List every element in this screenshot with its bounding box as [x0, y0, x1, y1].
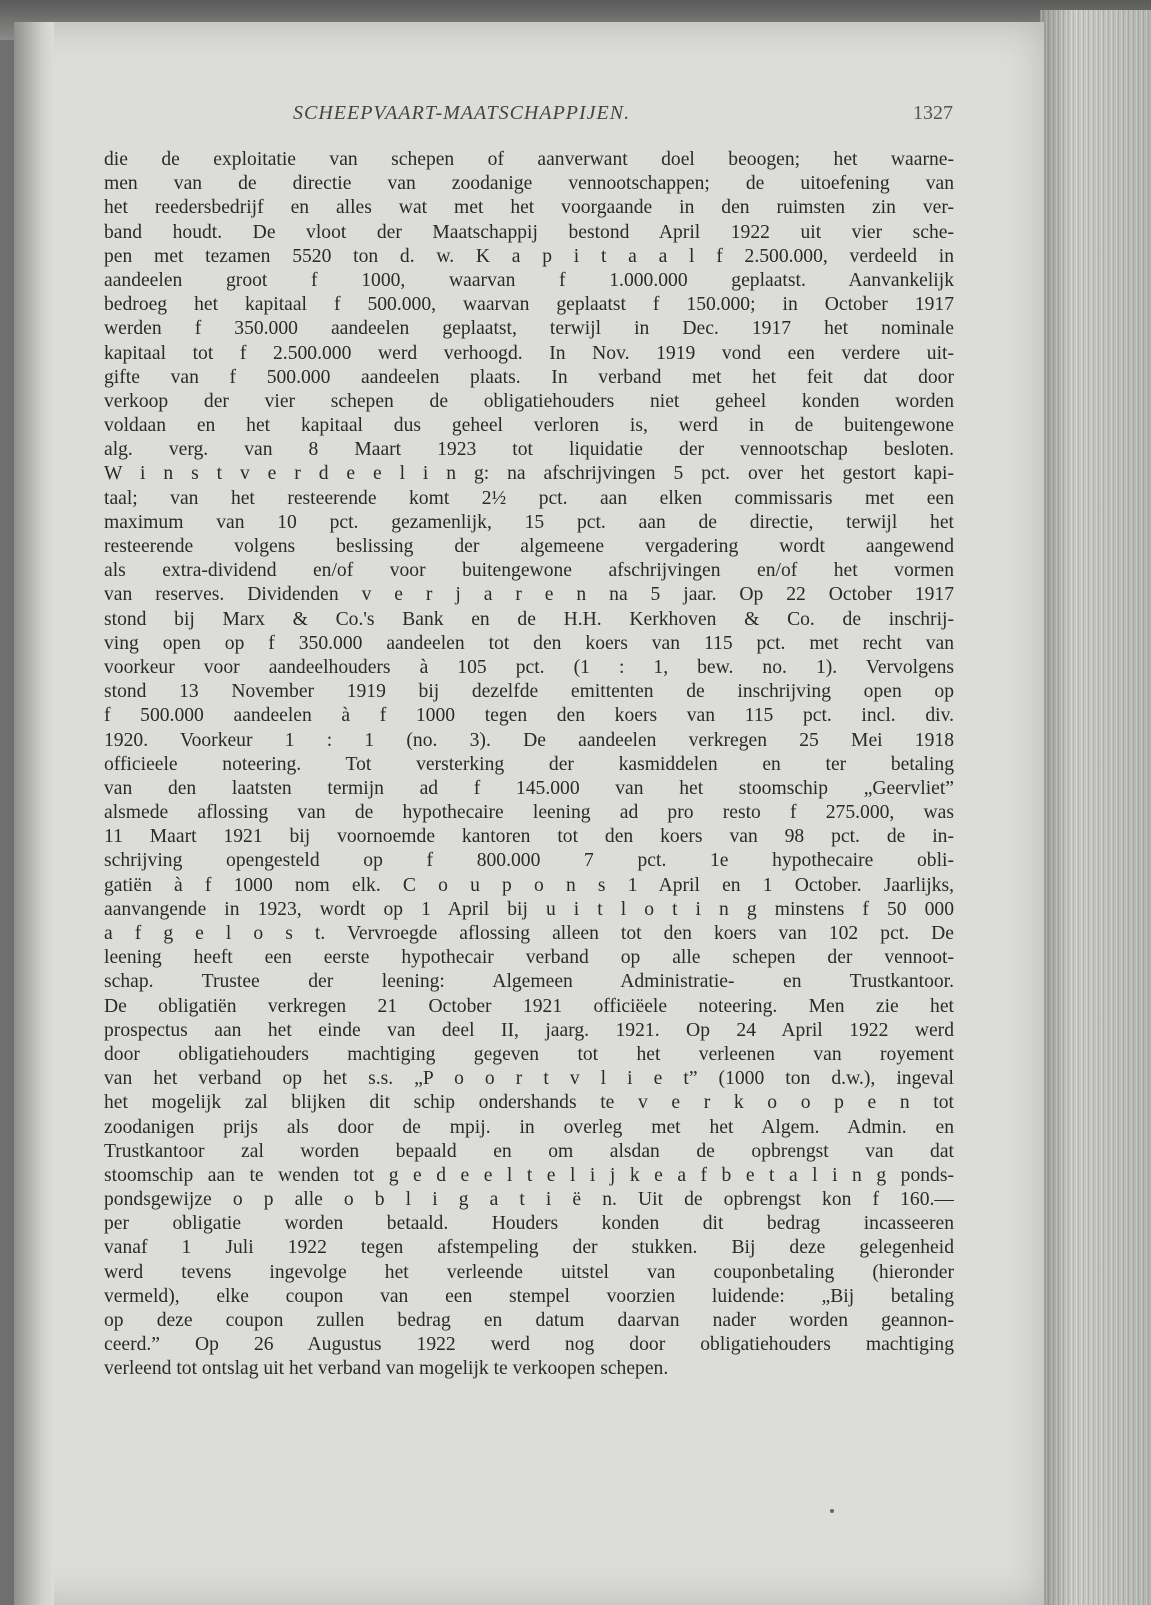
text-line: aandeelen groot f 1000, waarvan f 1.000.000 geplaatst. Aanvankelijk — [104, 269, 954, 291]
text-line: per obligatie worden betaald. Houders konden dit bedrag incasseeren — [104, 1213, 954, 1235]
text-line: ceerd.” Op 26 Augustus 1922 werd nog door obligatiehouders machtiging — [104, 1334, 954, 1356]
text-line: op deze coupon zullen bedrag en datum daarvan nader worden geannon- — [104, 1310, 954, 1331]
text-line: het reedersbedrijf en alles wat met het voorgaande in den ruimsten zin ver- — [104, 197, 954, 219]
text-line: door obligatiehouders machtiging gegeven tot het verleenen van royement — [104, 1043, 954, 1065]
text-line: a f g e l o s t. Vervroegde aflossing alleen tot den koers van 102 pct. De — [104, 923, 954, 944]
text-line: resteerende volgens beslissing der algemeene vergadering wordt aangewend — [104, 536, 954, 557]
page-gutter-shadow — [14, 22, 54, 1605]
text-line: alsmede aflossing van de hypothecaire leening ad pro resto f 275.000, was — [104, 802, 954, 824]
text-line: zoodanigen prijs als door de mpij. in overleg met het Algem. Admin. en — [104, 1116, 954, 1138]
text-line: leening heeft een eerste hypothecair verband op alle schepen der vennoot- — [104, 947, 954, 969]
text-line: het mogelijk zal blijken dit schip ondershands te v e r k o o p e n tot — [104, 1092, 954, 1114]
text-line: Trustkantoor zal worden bepaald en om alsdan de opbrengst van dat — [104, 1140, 954, 1162]
text-line: gifte van f 500.000 aandeelen plaats. In verband met het feit dat door — [104, 366, 954, 388]
text-line: prospectus aan het einde van deel II, jaarg. 1921. Op 24 April 1922 werd — [104, 1019, 954, 1041]
text-line: De obligatiën verkregen 21 October 1921 officiëele noteering. Men zie het — [104, 995, 954, 1017]
text-line: alg. verg. van 8 Maart 1923 tot liquidatie der vennootschap besloten. — [104, 439, 954, 461]
text-line: aanvangende in 1923, wordt op 1 April bij u i t l o t i n g minstens f 50 000 — [104, 898, 954, 920]
text-line: schrijving opengesteld op f 800.000 7 pct. 1e hypothecaire obli- — [104, 850, 954, 872]
text-line: werden f 350.000 aandeelen geplaatst, terwijl in Dec. 1917 het nominale — [104, 318, 954, 340]
text-line: van reserves. Dividenden v e r j a r e n na 5 jaar. Op 22 October 1917 — [104, 584, 954, 606]
text-line: taal; van het resteerende komt 2½ pct. aan elken commissaris met een — [104, 487, 954, 509]
text-line: verkoop der vier schepen de obligatiehouders niet geheel konden worden — [104, 390, 954, 412]
text-line: band houdt. De vloot der Maatschappij bestond April 1922 uit vier sche- — [104, 221, 954, 243]
text-line: maximum van 10 pct. gezamenlijk, 15 pct. aan de directie, terwijl het — [104, 511, 954, 533]
text-line: pen met tezamen 5520 ton d. w. K a p i t a a l f 2.500.000, verdeeld in — [104, 245, 954, 267]
text-line: stond bij Marx & Co.'s Bank en de H.H. Kerkhoven & Co. de inschrij- — [104, 608, 954, 630]
text-line: kapitaal tot f 2.500.000 werd verhoogd. In Nov. 1919 vond een verdere uit- — [104, 342, 954, 364]
text-line: die de exploitatie van schepen of aanverwant doel beoogen; het waarne- — [104, 149, 954, 170]
text-line: f 500.000 aandeelen à f 1000 tegen den koers van 115 pct. incl. div. — [104, 705, 954, 727]
running-head-title: SCHEEPVAART-MAATSCHAPPIJEN. — [293, 102, 631, 124]
text-line: vanaf 1 Juli 1922 tegen afstempeling der stukken. Bij deze gelegenheid — [104, 1237, 954, 1259]
text-line: men van de directie van zoodanige vennootschappen; de uitoefening van — [104, 173, 954, 195]
running-head — [293, 102, 953, 132]
page-number: 1327 — [913, 102, 953, 124]
ink-speck — [830, 1509, 834, 1513]
text-line: ving open op f 350.000 aandeelen tot den koers van 115 pct. met recht van — [104, 632, 954, 654]
text-line: als extra-dividend en/of voor buitengewone afschrijvingen en/of het vormen — [104, 560, 954, 582]
text-line: van den laatsten termijn ad f 145.000 van het stoomschip „Geervliet” — [104, 777, 954, 799]
text-line: W i n s t v e r d e e l i n g: na afschrijvingen 5 pct. over het gestort kapi- — [104, 463, 954, 485]
body-text — [104, 148, 954, 1382]
text-line: schap. Trustee der leening: Algemeen Administratie- en Trustkantoor. — [104, 971, 954, 993]
text-line: bedroeg het kapitaal f 500.000, waarvan geplaatst f 150.000; in October 1917 — [104, 294, 954, 316]
text-line: 1920. Voorkeur 1 : 1 (no. 3). De aandeelen verkregen 25 Mei 1918 — [104, 729, 954, 751]
text-line: werd tevens ingevolge het verleende uitstel van couponbetaling (hieronder — [104, 1261, 954, 1283]
text-line: van het verband op het s.s. „P o o r t v l i e t” (1000 ton d.w.), ingeval — [104, 1068, 954, 1090]
text-line: voldaan en het kapitaal dus geheel verloren is, werd in de buitengewone — [104, 415, 954, 437]
text-line: 11 Maart 1921 bij voornoemde kantoren tot den koers van 98 pct. de in- — [104, 826, 954, 848]
book-fore-edge-shade — [1040, 10, 1151, 1605]
text-line: pondsgewijze o p alle o b l i g a t i ë n. Uit de opbrengst kon f 160.— — [104, 1189, 954, 1211]
text-line: voorkeur voor aandeelhouders à 105 pct. (1 : 1, bew. no. 1). Vervolgens — [104, 656, 954, 678]
text-line: stoomschip aan te wenden tot g e d e e l t e l i j k e a f b e t a l i n g ponds- — [104, 1164, 954, 1186]
text-line: verleend tot ontslag uit het verband van mogelijk te verkoopen schepen. — [104, 1358, 669, 1380]
text-line: officieele noteering. Tot versterking der kasmiddelen en ter betaling — [104, 753, 954, 775]
text-line: vermeld), elke coupon van een stempel voorzien luidende: „Bij betaling — [104, 1285, 954, 1307]
text-line: gatiën à f 1000 nom elk. C o u p o n s 1 April en 1 October. Jaarlijks, — [104, 874, 954, 896]
text-line: stond 13 November 1919 bij dezelfde emittenten de inschrijving open op — [104, 681, 954, 703]
